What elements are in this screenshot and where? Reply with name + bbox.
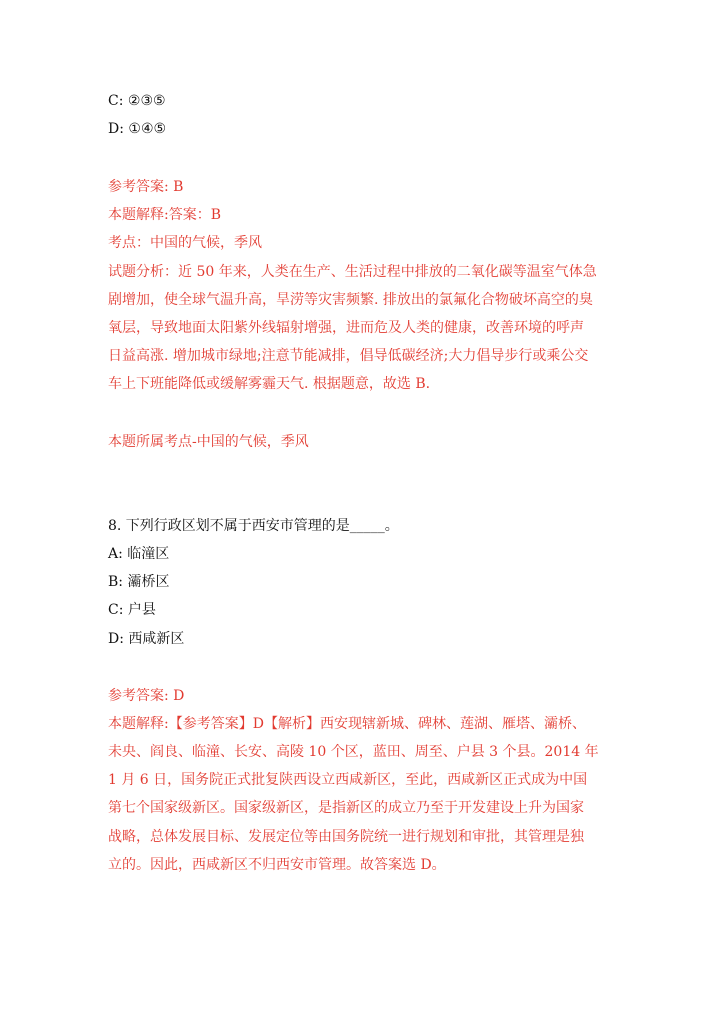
option-text: 西咸新区: [128, 631, 185, 647]
option-text: 临潼区: [127, 546, 170, 562]
option-a: [108, 544, 169, 564]
option-d: [108, 119, 166, 139]
option-letter: A:: [108, 546, 123, 562]
option-text: 灞桥区: [127, 574, 170, 590]
explanation-line: 第七个国家级新区。国家级新区，是指新区的成立乃至于开发建设上升为国家: [108, 800, 584, 816]
analysis-line: 剧增加，使全球气温升高，旱涝等灾害频繁. 排放出的氯氟化合物破坏高空的臭: [108, 292, 593, 308]
option-d: [108, 629, 184, 649]
explanation-line: 战略，总体发展目标、发展定位等由国务院统一进行规划和审批，其管理是独: [108, 829, 584, 845]
option-text: ②③⑤: [127, 93, 166, 109]
knowledge-point: 考点：中国的气候，季风: [108, 235, 262, 251]
analysis-line: 日益高涨. 增加城市绿地;注意节能减排，倡导低碳经济;大力倡导步行或乘公交: [108, 348, 589, 364]
option-text: 户县: [127, 602, 156, 618]
option-c: [108, 91, 166, 111]
explanation-line: 1 月 6 日，国务院正式批复陕西设立西咸新区，至此，西咸新区正式成为中国: [108, 772, 588, 788]
analysis-line: 车上下班能降低或缓解雾霾天气. 根据题意，故选 B.: [108, 376, 431, 392]
reference-answer: 参考答案: D: [108, 688, 185, 704]
analysis-line: 试题分析：近 50 年来，人类在生产、生活过程中排放的二氧化碳等温室气体急: [108, 264, 597, 280]
explanation-line: 未央、阎良、临潼、长安、高陵 10 个区，蓝田、周至、户县 3 个县。2014 年: [108, 744, 599, 760]
option-letter: B:: [108, 574, 124, 590]
explanation-line: 立的。因此，西咸新区不归西安市管理。故答案选 D。: [108, 857, 446, 873]
topic-line: 本题所属考点-中国的气候，季风: [108, 434, 309, 450]
option-letter: D:: [108, 631, 124, 647]
question-stem: 8. 下列行政区划不属于西安市管理的是_____。: [108, 518, 399, 534]
option-b: [108, 572, 169, 592]
option-c: [108, 600, 156, 620]
reference-answer: 参考答案: B: [108, 179, 184, 195]
option-text: ①④⑤: [128, 121, 167, 137]
option-letter: D:: [108, 121, 124, 137]
analysis-line: 氧层，导致地面太阳紫外线辐射增强，进而危及人类的健康，改善环境的呼声: [108, 320, 584, 336]
option-letter: C:: [108, 602, 124, 618]
explanation-label: 本题解释:答案：B: [108, 207, 222, 223]
explanation-line: 本题解释:【参考答案】D【解析】西安现辖新城、碑林、莲湖、雁塔、灞桥、: [108, 716, 586, 732]
option-letter: C:: [108, 93, 124, 109]
